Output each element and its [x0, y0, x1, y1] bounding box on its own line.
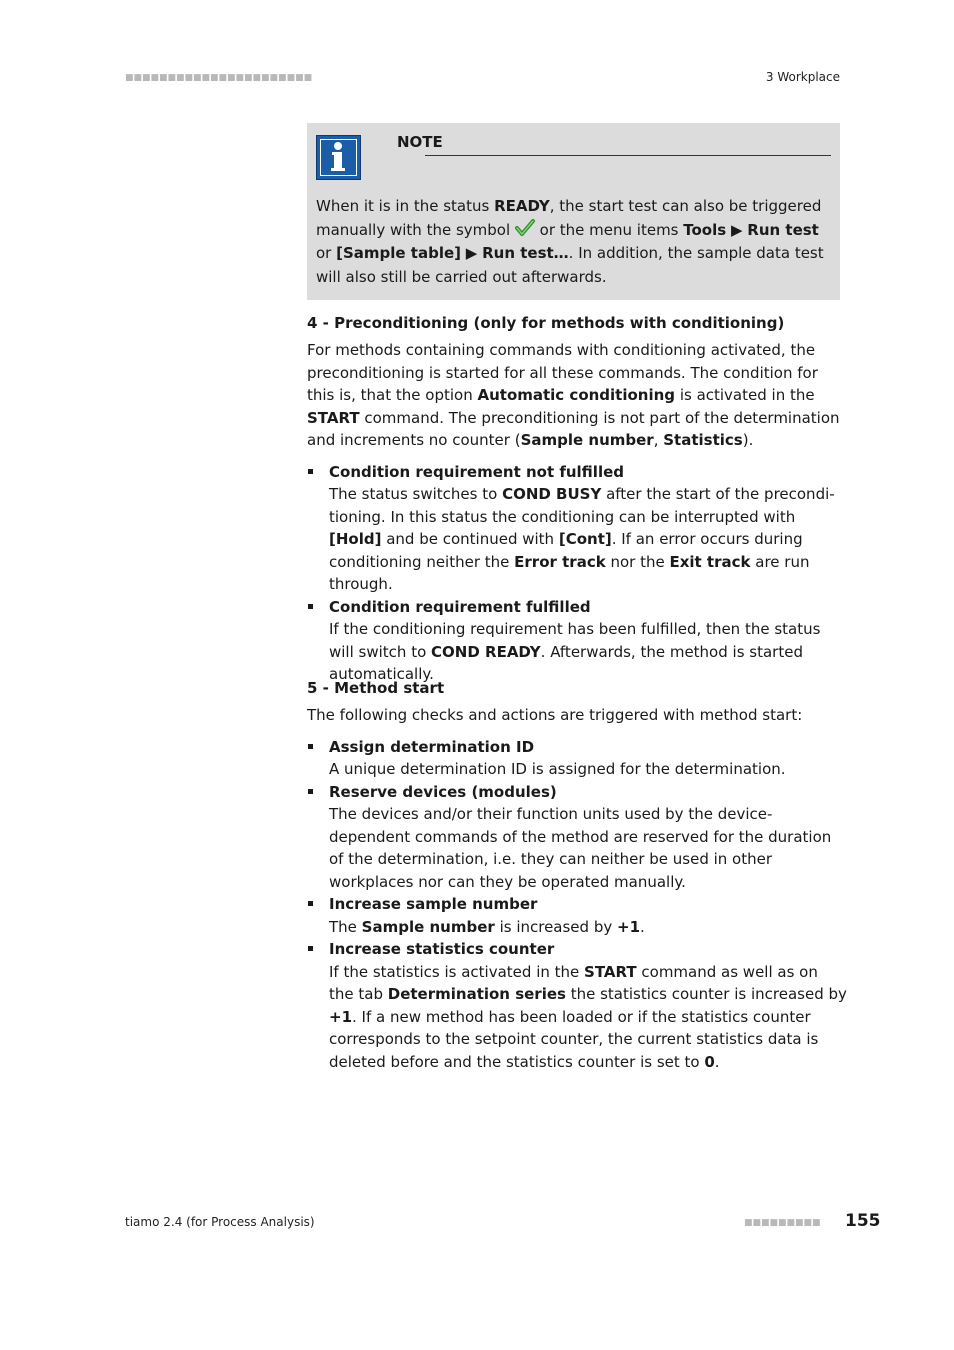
section-5-intro: The following checks and actions are triggered with method start:	[307, 706, 803, 724]
list-item-title: Condition requirement not fulfilled	[329, 462, 624, 481]
section-5-heading: 5 - Method start	[307, 679, 445, 697]
list-item-text: If the conditioning requirement has been fulfilled, then the status will switch to COND READY. Afterwards, the method is started automatically.	[329, 620, 821, 683]
list-item-title: Reserve devices (modules)	[329, 782, 557, 801]
list-item-text: The Sample number is increased by +1.	[329, 917, 645, 936]
section-4-paragraph: For methods containing commands with conditioning activated, the preconditioning is started for all these commands. The condition for this is, that the option Automatic conditioning is activated in the START command. The preconditioning is not part of the determination and increments no counter (Sample number, Statistics).	[307, 341, 840, 449]
list-item	[307, 736, 847, 781]
list-item-text: A unique determination ID is assigned for the determination.	[329, 760, 786, 778]
list-item	[307, 781, 847, 894]
list-item-title: Increase sample number	[329, 895, 538, 913]
list-item-title: Increase statistics counter	[329, 940, 555, 958]
section-4-heading: 4 - Preconditioning (only for methods with conditioning)	[307, 314, 785, 332]
list-item-text: The status switches to COND BUSY after the start of the preconditioning. In this status the conditioning can be interrupted with [Hold] and be continued with [Cont]. If an error occurs during conditioning neither the Error track nor the Exit track are run through.	[329, 485, 835, 593]
list-item-title: Assign determination ID	[329, 737, 535, 756]
section-4-list	[307, 461, 847, 686]
header-section-title: 3 Workplace	[765, 70, 840, 84]
footer-decoration: ■■■■■■■■■	[744, 1218, 821, 1228]
note-body: When it is in the status READY, the start test can also be triggered manually with the symbol or the menu items Tools ▶ Run test or [Sample table] ▶ Run test…. In addition, the sample data test will also still be carried out afterwards.	[316, 197, 824, 286]
section-5	[307, 678, 847, 1073]
section-4	[307, 313, 847, 686]
list-item-title: Condition requirement fulfilled	[329, 597, 591, 616]
list-item-text: If the statistics is activated in the START command as well as on the tab Determination series the statistics counter is increased by +1. If a new method has been loaded or if the statistics counter corresponds to the setpoint counter, the current statistics data is deleted before and the statistics counter is set to 0.	[329, 962, 847, 1071]
section-5-list	[307, 736, 847, 1074]
info-icon	[316, 135, 361, 180]
list-item	[307, 461, 847, 596]
note-box	[307, 123, 840, 300]
list-item	[307, 893, 847, 938]
page-number: 155	[845, 1211, 881, 1231]
note-divider	[425, 155, 831, 156]
green-checkmark-icon	[515, 219, 535, 237]
footer-product: tiamo 2.4 (for Process Analysis)	[125, 1215, 315, 1229]
note-title: NOTE	[397, 133, 443, 151]
list-item	[307, 596, 847, 686]
list-item	[307, 938, 847, 1073]
list-item-text: The devices and/or their function units used by the device-dependent commands of the method are reserved for the duration of the determination, i.e. they can neither be used in other workplaces nor can they be operated manually.	[329, 805, 832, 891]
header-decoration: ■■■■■■■■■■■■■■■■■■■■■■	[125, 73, 313, 83]
